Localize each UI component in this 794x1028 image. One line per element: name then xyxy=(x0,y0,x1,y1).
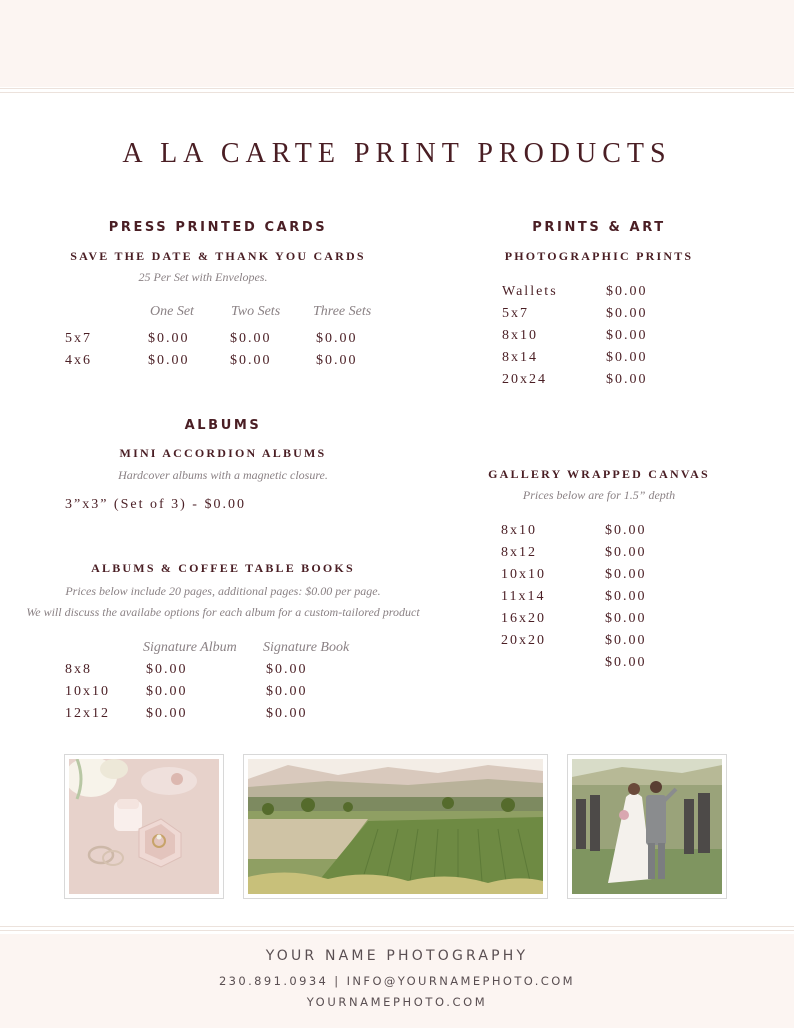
size-label: 5x7 xyxy=(502,306,529,321)
table-row xyxy=(65,331,385,353)
price: $0.00 xyxy=(605,523,647,538)
size-label: Wallets xyxy=(502,284,558,299)
size-label: 12x12 xyxy=(65,706,110,721)
table-row xyxy=(501,589,701,611)
save-the-date-subheading: SAVE THE DATE & THANK YOU CARDS xyxy=(70,249,366,263)
vineyard-image xyxy=(248,759,543,894)
price: $0.00 xyxy=(605,611,647,626)
photographic-prints-subheading: PHOTOGRAPHIC PRINTS xyxy=(504,249,694,263)
press-cards-heading: PRESS PRINTED CARDS xyxy=(108,220,328,235)
albums-heading: ALBUMS xyxy=(184,418,262,433)
canvas-note: Prices below are for 1.5” depth xyxy=(522,488,676,502)
item-text: 3”x3” (Set of 3) - $0.00 xyxy=(65,497,246,512)
bottom-divider-2 xyxy=(0,930,794,931)
price: $0.00 xyxy=(146,684,188,699)
table-row xyxy=(65,353,385,375)
column-header: Three Sets xyxy=(313,304,372,319)
price: $0.00 xyxy=(316,353,358,368)
table-row xyxy=(501,567,701,589)
price: $0.00 xyxy=(266,662,308,677)
column-header: One Set xyxy=(150,304,194,319)
price: $0.00 xyxy=(316,331,358,346)
price: $0.00 xyxy=(266,684,308,699)
table-row xyxy=(501,545,701,567)
size-label: 8x10 xyxy=(502,328,538,343)
table-row xyxy=(501,611,701,633)
mini-accordion-item xyxy=(65,497,385,519)
mini-accordion-subheading: MINI ACCORDION ALBUMS xyxy=(119,446,327,460)
press-cards-note: 25 Per Set with Envelopes. xyxy=(138,270,268,284)
size-label: 8x10 xyxy=(501,523,537,538)
size-label: 20x20 xyxy=(501,633,546,648)
price: $0.00 xyxy=(230,353,272,368)
price: $0.00 xyxy=(605,633,647,648)
price: $0.00 xyxy=(148,353,190,368)
table-row xyxy=(502,350,702,372)
table-row xyxy=(502,372,702,394)
table-row xyxy=(502,306,702,328)
photo-wedding-couple xyxy=(567,754,727,899)
prints-art-heading: PRINTS & ART xyxy=(532,220,666,235)
price: $0.00 xyxy=(230,331,272,346)
price: $0.00 xyxy=(606,328,648,343)
price: $0.00 xyxy=(606,284,648,299)
mini-accordion-note: Hardcover albums with a magnetic closure. xyxy=(118,468,328,482)
table-row xyxy=(65,662,365,684)
size-label: 20x24 xyxy=(502,372,547,387)
table-row xyxy=(502,328,702,350)
price: $0.00 xyxy=(146,706,188,721)
canvas-subheading: GALLERY WRAPPED CANVAS xyxy=(488,467,710,481)
top-divider xyxy=(0,88,794,89)
photo-ring-box xyxy=(64,754,224,899)
size-label: 10x10 xyxy=(65,684,110,699)
wedding-image xyxy=(572,759,722,894)
size-label: 4x6 xyxy=(65,353,92,368)
table-row xyxy=(501,523,701,545)
photo-vineyard xyxy=(243,754,548,899)
column-header: Signature Album xyxy=(143,640,237,655)
size-label: 5x7 xyxy=(65,331,92,346)
price: $0.00 xyxy=(266,706,308,721)
studio-name: YOUR NAME PHOTOGRAPHY xyxy=(265,948,529,964)
size-label: 16x20 xyxy=(501,611,546,626)
bottom-divider xyxy=(0,926,794,927)
price: $0.00 xyxy=(606,350,648,365)
top-divider-2 xyxy=(0,92,794,93)
price: $0.00 xyxy=(146,662,188,677)
top-band xyxy=(0,0,794,87)
page-title: A LA CARTE PRINT PRODUCTS xyxy=(122,138,672,169)
table-row xyxy=(65,684,365,706)
contact-line: 230.891.0934 | INFO@YOURNAMEPHOTO.COM xyxy=(218,974,576,988)
coffee-table-subheading: ALBUMS & COFFEE TABLE BOOKS xyxy=(91,561,355,575)
column-header: Two Sets xyxy=(231,304,281,319)
coffee-table-note: Prices below include 20 pages, additional pages: $0.00 per page. xyxy=(65,584,381,598)
price: $0.00 xyxy=(605,567,647,582)
table-row xyxy=(501,655,701,677)
column-header: Signature Book xyxy=(263,640,350,655)
table-row xyxy=(65,706,365,728)
ring-box-image xyxy=(69,759,219,894)
price: $0.00 xyxy=(605,545,647,560)
website-link[interactable]: YOURNAMEPHOTO.COM xyxy=(306,995,488,1009)
price: $0.00 xyxy=(148,331,190,346)
size-label: 10x10 xyxy=(501,567,546,582)
size-label: 8x8 xyxy=(65,662,92,677)
price: $0.00 xyxy=(606,372,648,387)
size-label: 8x12 xyxy=(501,545,537,560)
size-label: 8x14 xyxy=(502,350,538,365)
size-label: 11x14 xyxy=(501,589,546,604)
coffee-table-note: We will discuss the availabe options for each album for a custom-tailored product xyxy=(26,605,420,619)
price: $0.00 xyxy=(606,306,648,321)
table-row xyxy=(501,633,701,655)
price: $0.00 xyxy=(605,589,647,604)
table-row xyxy=(502,284,702,306)
price: $0.00 xyxy=(605,655,647,670)
